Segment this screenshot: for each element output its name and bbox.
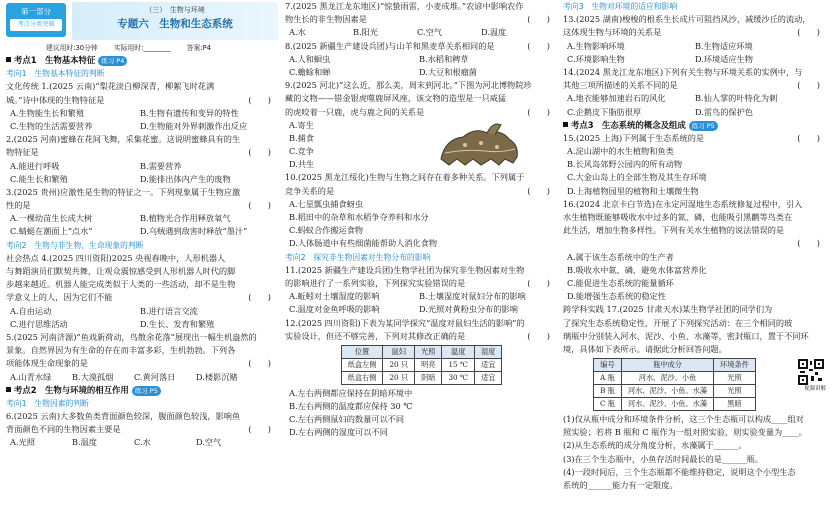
practice-link[interactable]: 练习 P4 (98, 56, 127, 66)
practice-link[interactable]: 练习 P5 (689, 121, 718, 131)
question-3: 3.(2025 贵州)应激性是生物的特征之一。下列现象属于生物应激 性的是 ( ) A.一棵幼苗生长成大树 B.植物光合作用释放氧气 C.蜻蜓在潮面上“点水” D.乌贼遇到敌害时释放“墨汁” (6, 186, 271, 237)
question-2: 2.(2025 河南)蜜蜂在花间飞舞，采集花蜜。这说明蜜蜂具有的生 物特征是 ( ) A.能进行呼吸 B.需要营养 C.能生长和繁殖 D.能排出体内产生的废物 (6, 134, 271, 184)
topic-title: 专题六 生物和生态系统 (117, 18, 233, 30)
badge-line-1: 第一部分 (21, 7, 51, 16)
direction-heading: 考向3 生物对环境的适应和影响 (563, 2, 678, 11)
section-heading: 考点1 生物基本特征 练习 P4 (6, 54, 279, 67)
question-17: 跨学科实践 17.(2025 甘肃天水)某生物学社团的同学们为 了探究生态系统稳定性，开展了下列探究活动：在三个相同的玻 璃瓶中分别装入河水、泥沙、小鱼、水藻等，密封瓶口，置于不同环 境，具体如下表所示。请据此分析回答问题。 编号 瓶中成分 环境条件 A 瓶 河水、泥沙、小鱼 光照 B 瓶 河水、泥沙、小鱼、水藻 光照 C 瓶 河水、泥沙、小鱼、水藻 黑暗 (1)仅从瓶中成分和环境条件分析，这三个生态瓶可以构成____组对 照实验；若将 B 瓶和 C 瓶作为一组对照实验，则实验变量为____。 (2)从生态系统的成分角度分析，水藻属于______。 (3)在三个生态瓶中，小鱼存活时间最长的是______瓶。 (4)一段时间后，三个生态瓶都不能维持稳定，说明这个小型生态 系统的______能力有一定限度。 视频讲解 (563, 304, 826, 490)
direction-heading: 考向2 生物与非生物、生命现象的判断 (6, 240, 144, 250)
question-13: 13.(2025 湖南)梭梭的根系生长成片可阻挡风沙，减缓沙丘的流动， 这体现生物与环境的关系是 ( ) A.生物影响环境 B.生物适应环境 C.环境影响生物 D.环境适应生物 (563, 14, 820, 64)
table-row: 纸盒右侧 20 只 阴暗 30 ℃ 适宜 (341, 371, 502, 384)
bronze-tiger-deer-artifact-image (435, 119, 525, 171)
time-label: 建议用时:30分钟 (46, 44, 98, 52)
qr-code-icon[interactable] (798, 359, 824, 385)
question-9: 9.(2025 河北)“这么近，那么美，周末到河北。”下图为河北博物院珍 藏的文物——错金银虎噬鹿屏风座，该文物的造型是一只威猛 的虎咬着一只鹿，虎与鹿之间的关系是 ( ) A.寄生 B.捕食 C.竞争 D.共生 (285, 80, 550, 170)
section-heading: 考点3 生态系统的概念及组成 练习 P5 (563, 119, 828, 132)
meta-line (6, 42, 279, 54)
qr-caption: 视频讲解 (803, 386, 826, 393)
section-heading: 考点2 生物与环境的相互作用 练习 P5 (6, 384, 279, 397)
question-14: 14.(2024 黑龙江龙东地区)下列有关生物与环境关系的实例中，与 其他三项所描述的关系不同的是 ( ) A.地衣能够加速岩石的风化 B.仙人掌的叶特化为刺 C.企鹅皮下脂肪很厚 D.雷鸟的保护色 (563, 66, 820, 117)
question-8: 8.(2025 新疆生产建设兵团)与山羊和黑麦草关系相同的是 ( ) A.人和蛔虫 B.水稻和稗草 C.蟾蜍和蝉 D.大豆和根瘤菌 (285, 40, 550, 77)
question-10: 10.(2025 黑龙江绥化)生物与生物之间存在着多种关系。下列属于 竞争关系的是 ( ) A.七星瓢虫捕食蚜虫 B.稻田中的杂草和水稻争夺养料和水分 C.蚂蚁合作搬运食物 D.人体肠道中有些细菌能帮助人消化食物 (285, 172, 550, 249)
question-16: 16.(2024 北京卡白节选)在永定河湿地生态系统修复过程中，引入 水生植物既能够吸收水中过多的氮、磷，也能吸引黑鹳等鸟类在 此生活，增加生物多样性。下列有关水生植物的说法错误的是 ( ) A.属于该生态系统中的生产者 B.吸收水中氮、磷，避免水体富营养化 C.能促进生态系统的能量循环 D.能增强生态系统的稳定性 (563, 198, 820, 302)
table-row: B 瓶 河水、泥沙、小鱼、水藻 光照 (594, 385, 756, 398)
topic-subtitle: （三） 生物与环境 (145, 6, 205, 14)
question-6: 6.(2025 云南)大多数鱼类背面颜色较深，腹面颜色较浅，影响鱼 背面颜色不同的生物因素主要是 ( ) A.光照 B.温度 C.水 D.空气 (6, 411, 271, 448)
question-4: 社会热点 4.(2025 四川资阳)2025 央视春晚中，人形机器人 与舞蹈演员们默契共舞，让观众震惊感受到人形机器人时代的脚 步越来越近。机器人能完成类似于人类的一些活动，却不是生物 学意义上的人，因为它们不能 ( ) A.自由运动 B.进行语言交流 C.进行思维活动 D.生长、发育和繁殖 (6, 252, 271, 329)
direction-heading: 考向1 生物因素的判断 (6, 398, 89, 408)
column-3 (563, 0, 828, 492)
direction-heading: 考向2 探究非生物因素对生物分布的影响 (285, 252, 431, 262)
question-12: 12.(2025 四川资阳)下表为某同学探究“温度对鼠妇生活的影响”的 实验设计，但还不够完善，下列对其修改正确的是 ( ) 位置 鼠妇 光照 温度 湿度 纸盒左侧 20 只 明亮 15 ℃ 适宜 纸盒右侧 20 只 阴暗 30 ℃ 适宜 A.左右两侧都应保持在阴暗环境中 B.左右两侧的温度都应保持 30 ℃ C.左右两侧鼠妇的数量可以不同 D.左右两侧的湿度可以不同 (285, 317, 550, 438)
question-5: 5.(2025 河南济源)“鱼戏新荷动，鸟散余花落”展现出一幅生机盎然的 景象。自然界因为有生命的存在而丰富多彩，生机勃勃。下列各 项能体现生命现象的是 ( ) A.山青水绿 B.大漠孤烟 C.黄河落日 D.楼影沉赌 (6, 331, 271, 382)
table-row: C 瓶 河水、泥沙、小鱼、水藻 黑暗 (594, 398, 756, 411)
header (6, 0, 279, 42)
practice-link[interactable]: 练习 P5 (132, 386, 161, 396)
section-badge (6, 3, 66, 37)
experiment-table-17 (593, 358, 756, 411)
question-7: 7.(2025 黑龙江龙东地区)“惊蛰雨雷，小麦成堆。”农谚中影响农作 物生长的非生物因素是 ( ) A.水 B.阳光 C.空气 D.温度 (285, 1, 550, 38)
badge-line-2: 考点分类突破 (10, 19, 62, 31)
table-header-row: 位置 鼠妇 光照 温度 湿度 (341, 345, 502, 358)
question-11: 11.(2025 新疆生产建设兵团)生物学社团为探究非生物因素对生物 的影响进行了一系列实验，下列探究实验错误的是 ( ) A.蚯蚓对土壤湿度的影响 B.土壤湿度对鼠妇分布的影响 C.温度对金鱼呼吸的影响 D.光照对黄粉虫分布的影响 (285, 264, 550, 315)
column-2 (285, 0, 558, 440)
experiment-table-12 (341, 345, 503, 385)
actual-time-label: 实际用时:________ (113, 44, 171, 52)
topic-banner (72, 2, 278, 40)
column-1 (6, 0, 279, 450)
answer-page-label: 答案:P4 (186, 44, 212, 52)
question-1: 文化传统 1.(2025 云南)“梨花淡白柳深青，柳絮飞时花满 城。”诗中体现的生物特征是 ( ) A.生物能生长和繁殖 B.生物有遗传和变异的特性 C.生物的生活需要营养 D.生物能对外界刺激作出反应 (6, 81, 271, 131)
table-row: A 瓶 河水、泥沙、小鱼 光照 (594, 372, 756, 385)
direction-heading: 考向1 生物基本特征的判断 (6, 69, 105, 79)
table-row: 纸盒左侧 20 只 明亮 15 ℃ 适宜 (341, 358, 502, 371)
table-header-row: 编号 瓶中成分 环境条件 (594, 359, 756, 372)
question-15: 15.(2025 上海)下列属于生态系统的是 ( ) A.淀山湖中的水生植物和鱼类 B.长风岛郊野公园内的所有动物 C.大金山岛上的全部生物及其生存环境 D.上海植物园里的植物和土壤微生物 (563, 132, 820, 196)
